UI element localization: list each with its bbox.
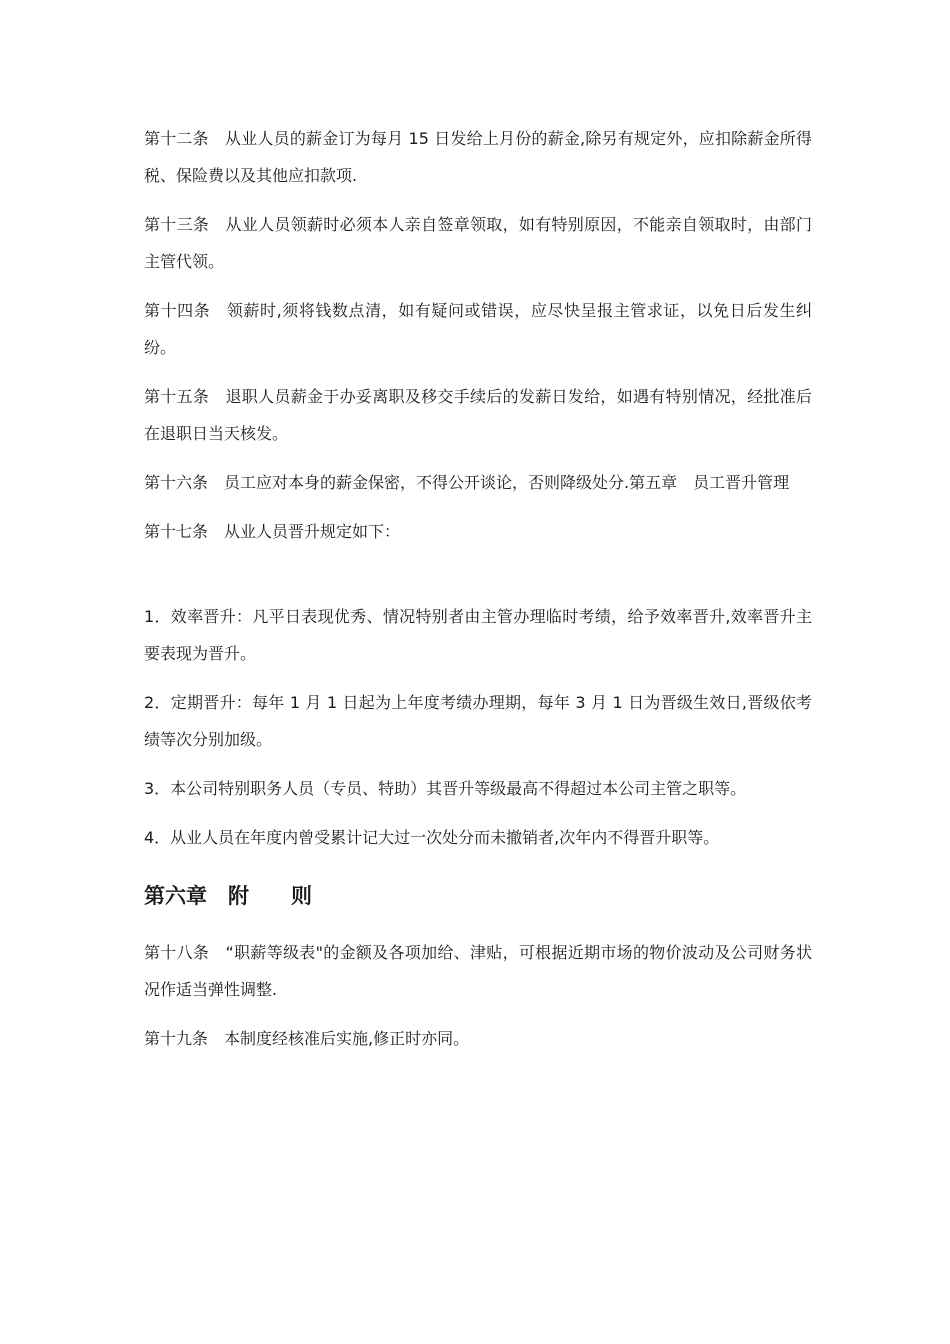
article-15: 第十五条 退职人员薪金于办妥离职及移交手续后的发薪日发给，如遇有特别情况，经批准后在退职日当天核发。 [144, 387, 812, 443]
article-19: 第十九条 本制度经核准后实施,修正时亦同。 [144, 1029, 470, 1048]
list-item-4: 4．从业人员在年度内曾受累计记大过一次处分而未撤销者,次年内不得晋升职等。 [144, 828, 720, 847]
chapter-heading: 第六章 附 则 [144, 884, 312, 908]
article-14: 第十四条 领薪时,须将钱数点清，如有疑问或错误，应尽快呈报主管求证，以免日后发生纠纷。 [144, 301, 812, 357]
list-item-3: 3．本公司特别职务人员（专员、特助）其晋升等级最高不得超过本公司主管之职等。 [144, 779, 747, 798]
article-18: 第十八条 “职薪等级表"的金额及各项加给、津贴，可根据近期市场的物价波动及公司财务状况作适当弹性调整. [144, 943, 812, 999]
list-item-2: 2．定期晋升：每年 1 月 1 日起为上年度考绩办理期，每年 3 月 1 日为晋级生效日,晋级依考绩等次分别加级。 [144, 693, 812, 749]
document-page [144, 120, 812, 1069]
list-item-1: 1．效率晋升：凡平日表现优秀、情况特别者由主管办理临时考绩，给予效率晋升,效率晋升主要表现为晋升。 [144, 607, 812, 663]
article-17: 第十七条 从业人员晋升规定如下： [144, 522, 401, 541]
article-12: 第十二条 从业人员的薪金订为每月 15 日发给上月份的薪金,除另有规定外，应扣除薪金所得税、保险费以及其他应扣款项. [144, 129, 812, 185]
article-13: 第十三条 从业人员领薪时必须本人亲自签章领取，如有特别原因，不能亲自领取时，由部门主管代领。 [144, 215, 812, 271]
blank-line [144, 562, 812, 598]
article-16: 第十六条 员工应对本身的薪金保密，不得公开谈论，否则降级处分.第五章 员工晋升管理 [144, 473, 790, 492]
